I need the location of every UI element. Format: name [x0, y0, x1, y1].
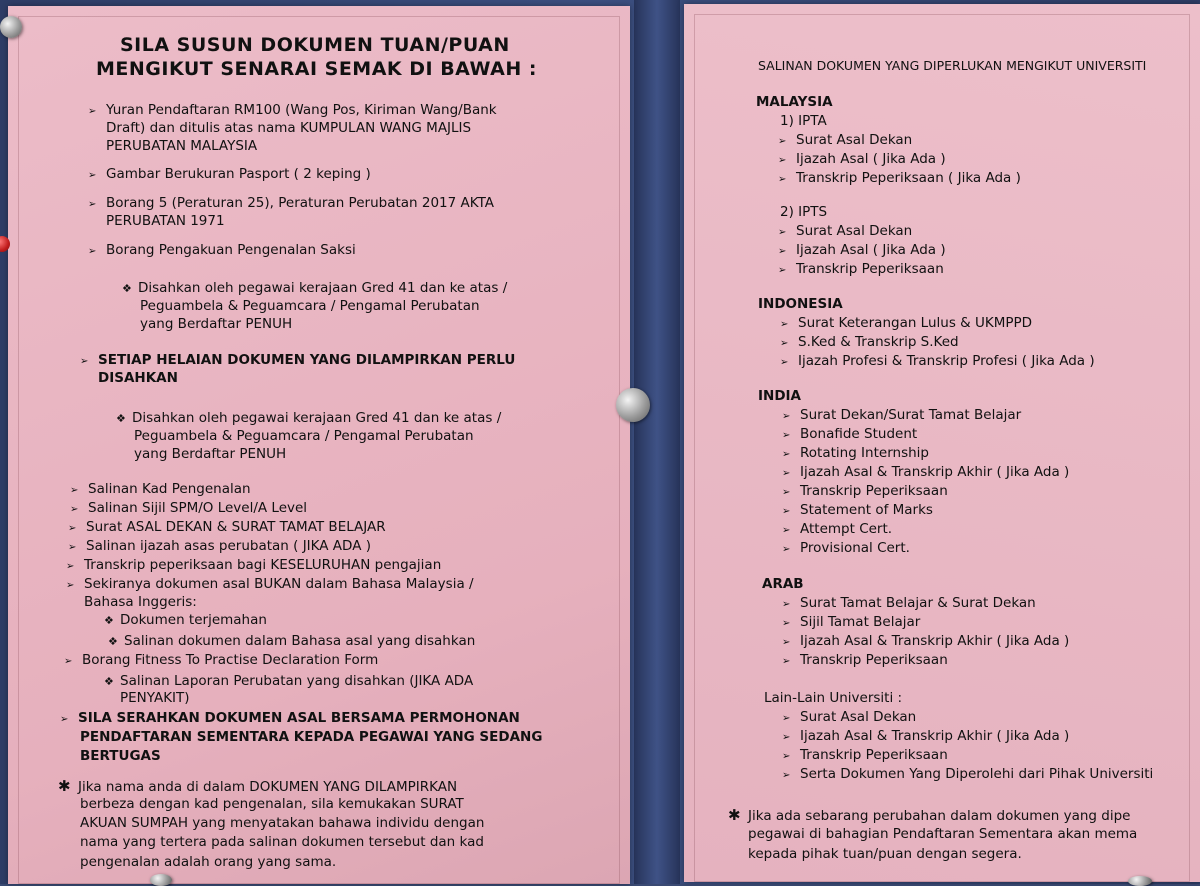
- list-item: ➢ Bonafide Student: [782, 426, 918, 442]
- arrow-icon: ➢: [782, 770, 791, 781]
- arrow-icon: ➢: [782, 713, 791, 724]
- list-item: ➢ Salinan Sijil SPM/O Level/A Level: [70, 500, 308, 516]
- thumbtack-icon: [616, 388, 650, 422]
- list-item-continued: DISAHKAN: [98, 370, 178, 386]
- arrow-icon: ➢: [782, 468, 791, 479]
- right-heading: SALINAN DOKUMEN YANG DIPERLUKAN MENGIKUT UNIVERSITI: [758, 58, 1147, 73]
- list-item: ➢ Sijil Tamat Belajar: [782, 614, 921, 630]
- heading-line-1: SILA SUSUN DOKUMEN TUAN/PUAN: [120, 34, 510, 56]
- list-item-continued: PERUBATAN MALAYSIA: [106, 138, 258, 154]
- list-item: ➢ S.Ked & Transkrip S.Ked: [780, 334, 959, 350]
- sub-item-continued: PENYAKIT): [120, 690, 190, 706]
- arrow-icon: ➢: [68, 542, 77, 553]
- note-star: ✱ Jika nama anda di dalam DOKUMEN YANG DILAMPIRKAN: [58, 777, 458, 795]
- list-item: ➢ Attempt Cert.: [782, 521, 893, 537]
- section-title: INDONESIA: [758, 296, 843, 312]
- list-item: ➢ Provisional Cert.: [782, 540, 910, 556]
- board-gap: [634, 0, 680, 884]
- arrow-icon: ➢: [782, 506, 791, 517]
- list-item: ➢ Surat Tamat Belajar & Surat Dekan: [782, 595, 1036, 611]
- sub-item-continued: Peguambela & Peguamcara / Pengamal Perubatan: [134, 428, 474, 444]
- sub-item: ❖ Salinan dokumen dalam Bahasa asal yang disahkan: [108, 633, 476, 649]
- sub-item: ❖ Disahkan oleh pegawai kerajaan Gred 41 dan ke atas /: [122, 280, 508, 296]
- sub-item: ❖ Disahkan oleh pegawai kerajaan Gred 41 dan ke atas /: [116, 410, 502, 426]
- arrow-icon: ➢: [782, 732, 791, 743]
- arrow-icon: ➢: [88, 199, 97, 210]
- section-title: MALAYSIA: [756, 94, 833, 110]
- list-item: ➢ Ijazah Asal ( Jika Ada ): [778, 151, 946, 167]
- note-continued: pengenalan adalah orang yang sama.: [80, 854, 337, 870]
- asterisk-icon: ✱: [728, 806, 741, 824]
- section-title: ARAB: [762, 576, 804, 592]
- arrow-icon: ➢: [782, 449, 791, 460]
- list-item: ➢ Salinan ijazah asas perubatan ( JIKA ADA ): [68, 538, 371, 554]
- list-item-continued: Bahasa Inggeris:: [84, 594, 197, 610]
- arrow-icon: ➢: [66, 580, 75, 591]
- arrow-icon: ➢: [780, 319, 789, 330]
- arrow-icon: ➢: [778, 227, 787, 238]
- section-title: INDIA: [758, 388, 801, 404]
- list-item: ➢ Ijazah Asal & Transkrip Akhir ( Jika Ada ): [782, 464, 1070, 480]
- sub-item: ❖ Salinan Laporan Perubatan yang disahkan (JIKA ADA: [104, 673, 474, 689]
- list-item: ➢ Ijazah Asal & Transkrip Akhir ( Jika Ada ): [782, 633, 1070, 649]
- section-title: Lain-Lain Universiti :: [764, 690, 903, 706]
- note-continued: kepada pihak tuan/puan dengan segera.: [748, 846, 1022, 862]
- note-continued: nama yang tertera pada salinan dokumen tersebut dan kad: [80, 834, 484, 850]
- arrow-icon: ➢: [782, 751, 791, 762]
- arrow-icon: ➢: [780, 357, 789, 368]
- note-continued: AKUAN SUMPAH yang menyatakan bahawa individu dengan: [80, 815, 485, 831]
- arrow-icon: ➢: [70, 485, 79, 496]
- diamond-icon: ❖: [116, 412, 126, 425]
- list-item: ➢ SETIAP HELAIAN DOKUMEN YANG DILAMPIRKAN PERLU: [80, 352, 516, 368]
- list-item: ➢ SILA SERAHKAN DOKUMEN ASAL BERSAMA PERMOHONAN: [60, 710, 520, 726]
- arrow-icon: ➢: [782, 411, 791, 422]
- list-item: ➢ Transkrip Peperiksaan ( Jika Ada ): [778, 170, 1021, 186]
- arrow-icon: ➢: [88, 246, 97, 257]
- university-documents-sheet: [684, 4, 1200, 882]
- sub-item-continued: yang Berdaftar PENUH: [140, 316, 293, 332]
- list-item: ➢ Rotating Internship: [782, 445, 929, 461]
- list-item: ➢ Transkrip peperiksaan bagi KESELURUHAN pengajian: [66, 557, 442, 573]
- arrow-icon: ➢: [68, 523, 77, 534]
- list-item: ➢ Transkrip Peperiksaan: [782, 652, 948, 668]
- subsection-title: 2) IPTS: [780, 204, 828, 220]
- arrow-icon: ➢: [80, 356, 89, 367]
- list-item: ➢ Ijazah Asal ( Jika Ada ): [778, 242, 946, 258]
- list-item: ➢ Borang Fitness To Practise Declaration Form: [64, 652, 379, 668]
- subsection-title: 1) IPTA: [780, 113, 827, 129]
- arrow-icon: ➢: [782, 544, 791, 555]
- list-item: ➢ Borang Pengakuan Pengenalan Saksi: [88, 242, 356, 258]
- arrow-icon: ➢: [780, 338, 789, 349]
- asterisk-icon: ✱: [58, 777, 71, 795]
- list-item: ➢ Gambar Berukuran Pasport ( 2 keping ): [88, 166, 371, 182]
- list-item-continued: BERTUGAS: [80, 748, 161, 764]
- list-item: ➢ Sekiranya dokumen asal BUKAN dalam Bahasa Malaysia /: [66, 576, 474, 592]
- arrow-icon: ➢: [70, 504, 79, 515]
- thumbtack-icon: [150, 874, 172, 886]
- list-item: ➢ Transkrip Peperiksaan: [778, 261, 944, 277]
- list-item: ➢ Serta Dokumen Yang Diperolehi dari Pihak Universiti: [782, 766, 1154, 782]
- list-item-continued: PERUBATAN 1971: [106, 213, 225, 229]
- list-item: ➢ Surat ASAL DEKAN & SURAT TAMAT BELAJAR: [68, 519, 386, 535]
- arrow-icon: ➢: [782, 487, 791, 498]
- list-item: ➢ Salinan Kad Pengenalan: [70, 481, 251, 497]
- arrow-icon: ➢: [66, 561, 75, 572]
- arrow-icon: ➢: [64, 656, 73, 667]
- note-continued: berbeza dengan kad pengenalan, sila kemukakan SURAT: [80, 796, 464, 812]
- list-item: ➢ Surat Dekan/Surat Tamat Belajar: [782, 407, 1022, 423]
- checklist-sheet: [8, 6, 630, 884]
- diamond-icon: ❖: [104, 675, 114, 688]
- diamond-icon: ❖: [122, 282, 132, 295]
- arrow-icon: ➢: [782, 430, 791, 441]
- list-item: ➢ Yuran Pendaftaran RM100 (Wang Pos, Kiriman Wang/Bank: [88, 102, 497, 118]
- list-item: ➢ Surat Keterangan Lulus & UKMPPD: [780, 315, 1033, 331]
- arrow-icon: ➢: [778, 265, 787, 276]
- sub-item: ❖ Dokumen terjemahan: [104, 612, 267, 628]
- thumbtack-icon: [1128, 876, 1152, 886]
- arrow-icon: ➢: [782, 618, 791, 629]
- list-item: ➢ Transkrip Peperiksaan: [782, 747, 948, 763]
- list-item: ➢ Borang 5 (Peraturan 25), Peraturan Perubatan 2017 AKTA: [88, 195, 494, 211]
- list-item-continued: PENDAFTARAN SEMENTARA KEPADA PEGAWAI YANG SEDANG: [80, 729, 543, 745]
- note-continued: pegawai di bahagian Pendaftaran Sementara akan mema: [748, 826, 1138, 842]
- list-item: ➢ Transkrip Peperiksaan: [782, 483, 948, 499]
- note-star: ✱ Jika ada sebarang perubahan dalam dokumen yang dipe: [728, 806, 1131, 824]
- list-item: ➢ Ijazah Profesi & Transkrip Profesi ( Jika Ada ): [780, 353, 1095, 369]
- arrow-icon: ➢: [778, 136, 787, 147]
- arrow-icon: ➢: [60, 714, 69, 725]
- sub-item-continued: Peguambela & Peguamcara / Pengamal Perubatan: [140, 298, 480, 314]
- list-item: ➢ Ijazah Asal & Transkrip Akhir ( Jika Ada ): [782, 728, 1070, 744]
- list-item: ➢ Surat Asal Dekan: [778, 132, 913, 148]
- arrow-icon: ➢: [778, 246, 787, 257]
- list-item: ➢ Surat Asal Dekan: [782, 709, 917, 725]
- arrow-icon: ➢: [782, 599, 791, 610]
- arrow-icon: ➢: [88, 106, 97, 117]
- diamond-icon: ❖: [104, 614, 114, 627]
- sub-item-continued: yang Berdaftar PENUH: [134, 446, 287, 462]
- list-item: ➢ Surat Asal Dekan: [778, 223, 913, 239]
- arrow-icon: ➢: [782, 656, 791, 667]
- diamond-icon: ❖: [108, 635, 118, 648]
- heading-line-2: MENGIKUT SENARAI SEMAK DI BAWAH :: [96, 58, 537, 80]
- list-item-continued: Draft) dan ditulis atas nama KUMPULAN WANG MAJLIS: [106, 120, 472, 136]
- list-item: ➢ Statement of Marks: [782, 502, 933, 518]
- arrow-icon: ➢: [782, 637, 791, 648]
- arrow-icon: ➢: [782, 525, 791, 536]
- arrow-icon: ➢: [778, 155, 787, 166]
- arrow-icon: ➢: [88, 170, 97, 181]
- arrow-icon: ➢: [778, 174, 787, 185]
- thumbtack-icon: [0, 16, 22, 38]
